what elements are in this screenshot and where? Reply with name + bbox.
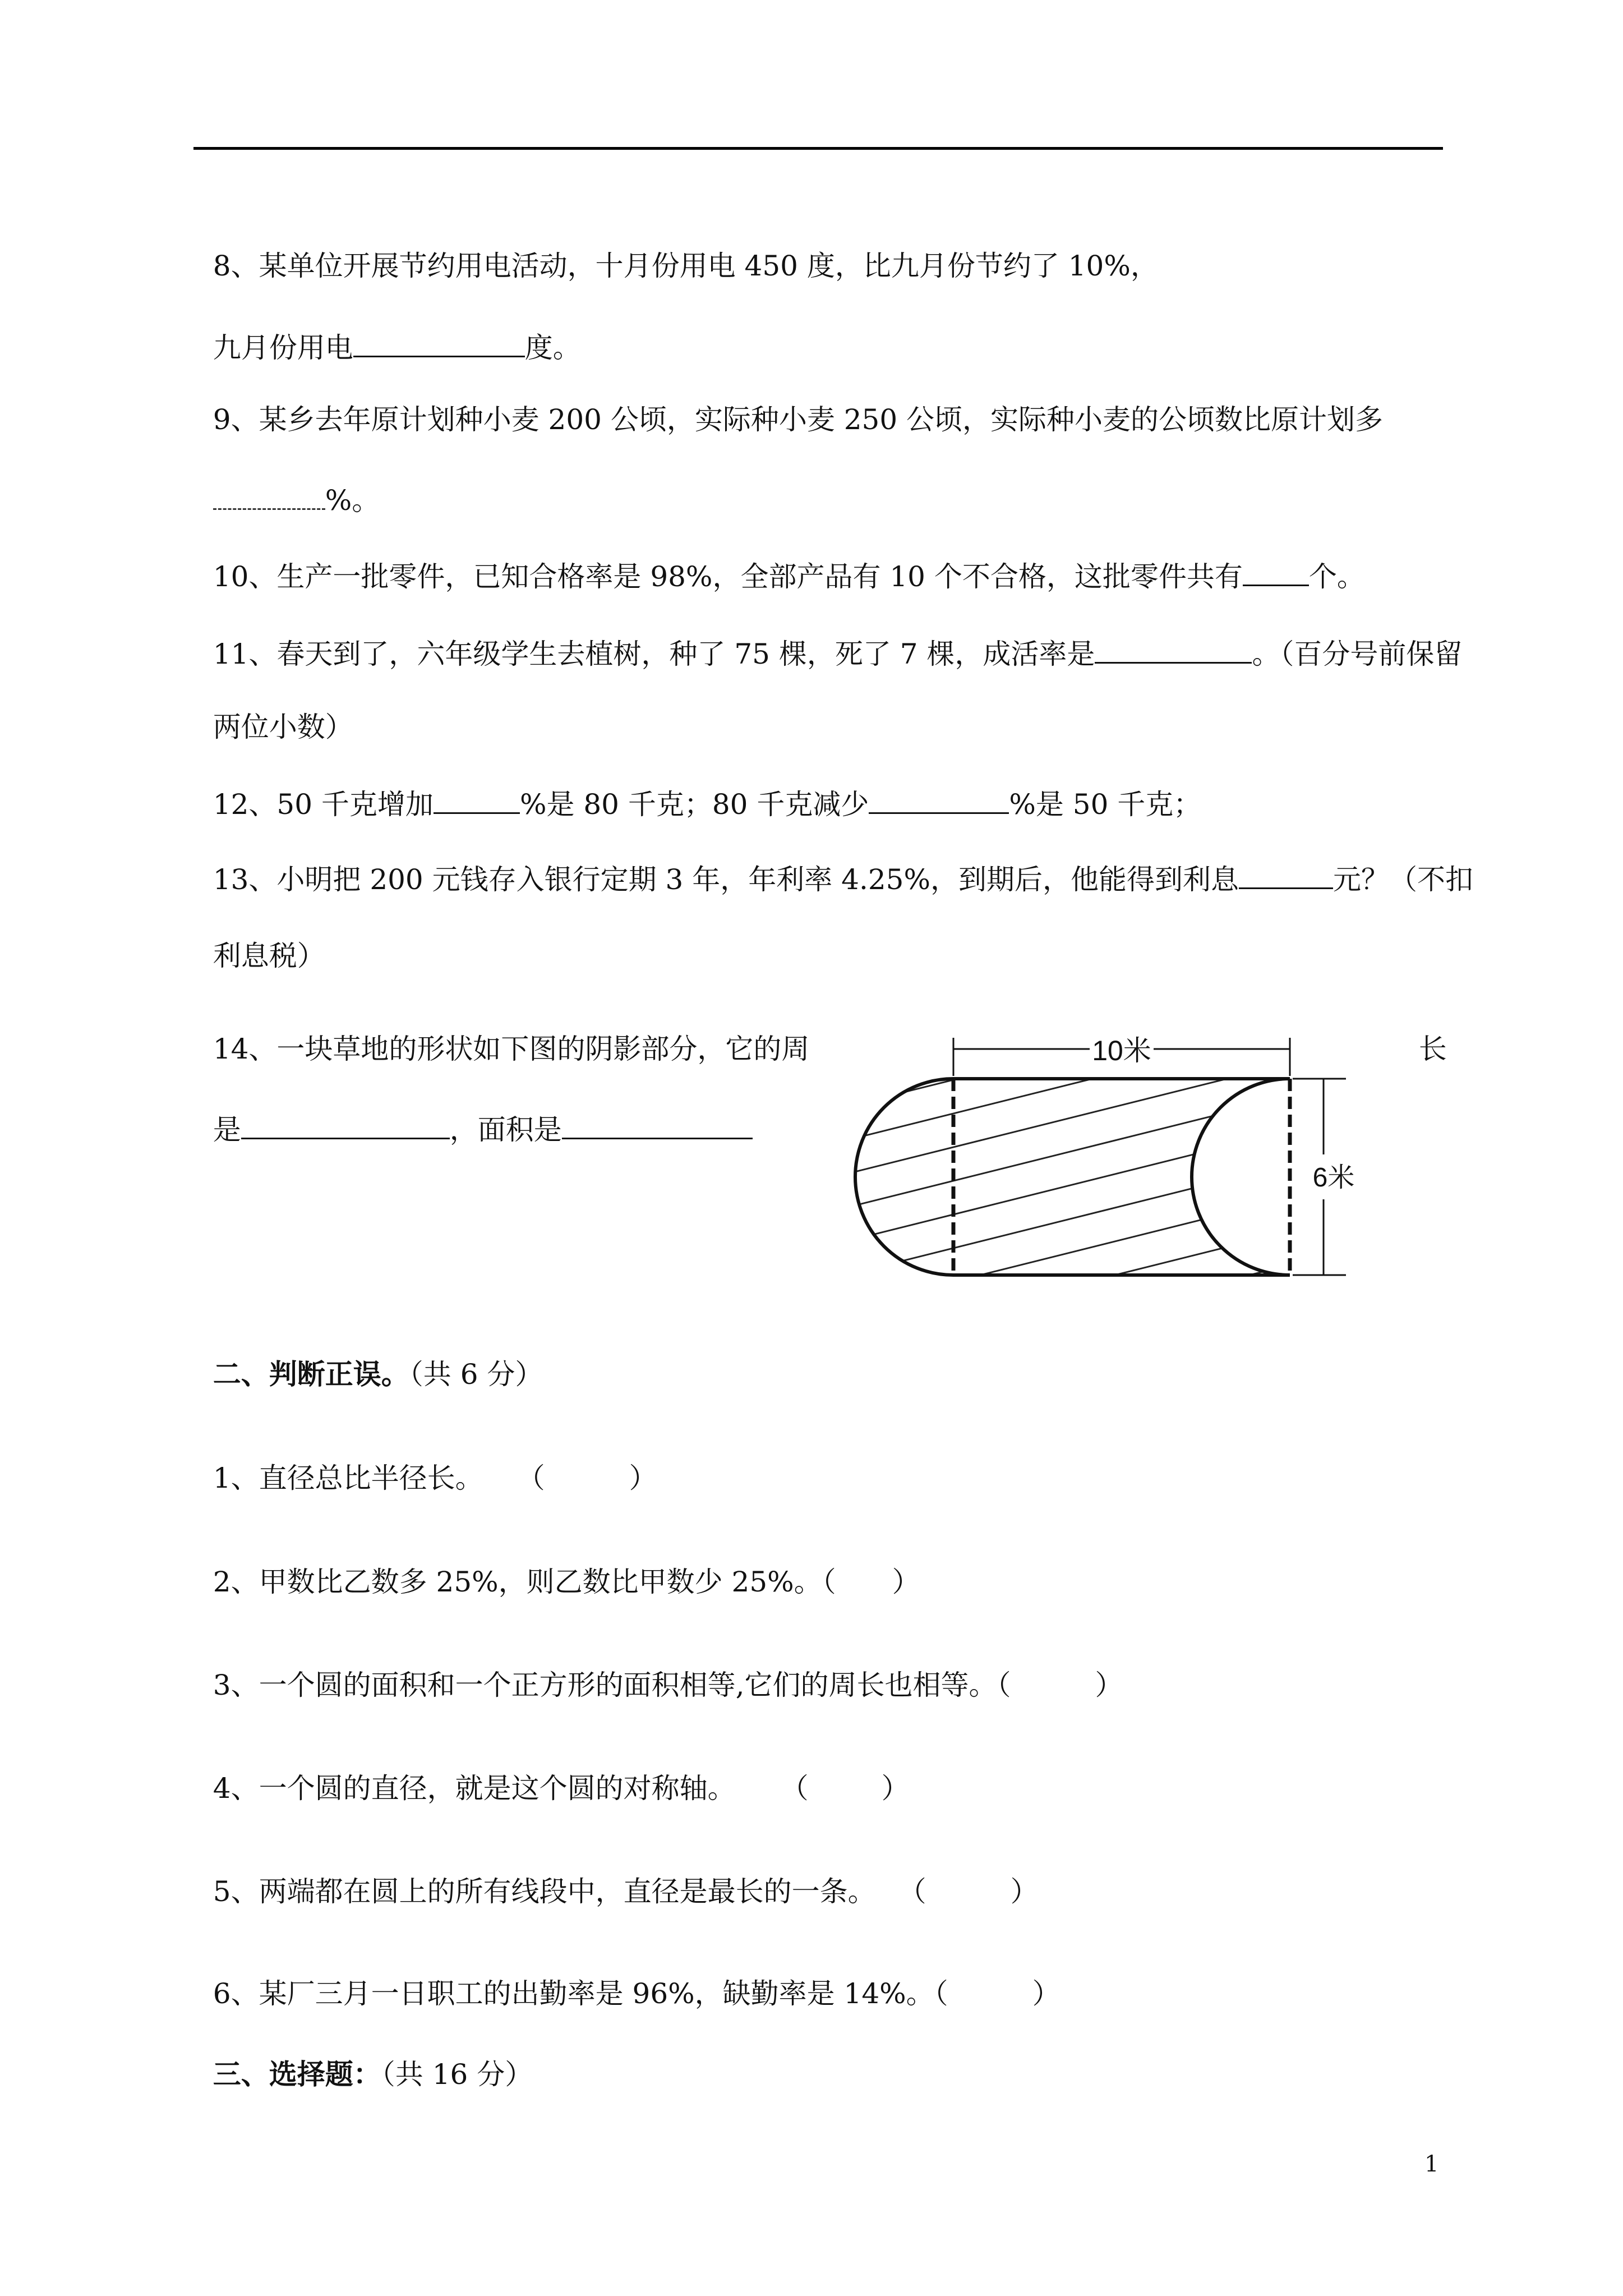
judge-item-3 (195, 1635, 1123, 1702)
judge-item-5-paren-close: ） (1010, 1875, 1039, 1908)
section-3-score: （共 16 分） (381, 2058, 533, 2091)
question-8-line-1 (195, 215, 1159, 283)
answer-blank-q11[interactable] (1095, 635, 1252, 664)
question-8-text: 8、某单位开展节约用电活动，十月份用电 450 度，比九月份节约了 10%， (213, 250, 1159, 282)
judge-item-2 (195, 1531, 920, 1599)
question-13-note: 利息税） (213, 940, 325, 972)
answer-blank-q14-perimeter[interactable] (241, 1111, 450, 1139)
judge-item-3-paren-close: ） (1095, 1669, 1123, 1701)
judge-item-4 (195, 1738, 910, 1805)
question-8-prefix: 九月份用电 (213, 332, 353, 364)
question-13-line-1 (195, 827, 1473, 896)
section-3-title: 三、选择题： (213, 2058, 381, 2091)
question-10-suffix: 个。 (1308, 560, 1365, 593)
left-semicircle (855, 1079, 953, 1275)
question-11-text: 11、春天到了，六年级学生去植树，种了 75 棵，死了 7 棵，成活率是 (213, 638, 1095, 670)
question-11-note: 两位小数） (213, 711, 353, 743)
width-label: 10米 (1092, 1035, 1151, 1066)
judge-item-6-text: 6、某厂三月一日职工的出勤率是 96%，缺勤率是 14%。 (213, 1977, 934, 2010)
question-14-middle: ，面积是 (449, 1114, 562, 1146)
judge-item-5 (195, 1841, 1039, 1908)
question-14-line-1 (195, 999, 809, 1066)
rectangle-edges (953, 1079, 1290, 1275)
answer-blank-q10[interactable] (1243, 558, 1309, 586)
question-14-line-1-end (1401, 999, 1447, 1066)
judge-item-1-paren-open: （ (517, 1462, 545, 1494)
judge-item-1-paren-close: ） (629, 1462, 657, 1494)
question-14-text-end: 长 (1418, 1033, 1447, 1065)
section-2-score: （共 6 分） (409, 1358, 543, 1391)
section-2-title: 二、判断正误。 (213, 1358, 409, 1391)
question-12-part-3: %是 50 千克； (1009, 788, 1202, 821)
question-12-line (195, 752, 1201, 821)
right-semicircle (1192, 1079, 1290, 1275)
answer-blank-q13[interactable] (1239, 861, 1333, 889)
question-10-line (195, 524, 1365, 593)
question-12-part-1: 12、50 千克增加 (213, 788, 434, 821)
judge-item-2-text: 2、甲数比乙数多 25%，则乙数比甲数少 25%。 (213, 1566, 822, 1598)
question-8-suffix: 度。 (524, 332, 581, 364)
question-11-line-2 (195, 677, 353, 744)
question-13-text: 13、小明把 200 元钱存入银行定期 3 年，年利率 4.25%，到期后，他能得到利息 (213, 863, 1239, 896)
judge-item-4-paren-open: （ (780, 1772, 809, 1805)
judge-item-6-paren-open: （ (934, 1977, 948, 2010)
judge-item-1-text: 1、直径总比半径长。 (213, 1462, 483, 1494)
answer-blank-q12-b[interactable] (869, 785, 1009, 814)
question-12-part-2: %是 80 千克；80 千克减少 (519, 788, 869, 821)
question-8-line-2 (195, 295, 581, 365)
question-9-line-2 (195, 448, 380, 517)
question-9-text: 9、某乡去年原计划种小麦 200 公顷，实际种小麦 250 公顷，实际种小麦的公顷数比原计划多 (213, 403, 1384, 436)
question-9-suffix: %。 (325, 484, 380, 517)
answer-blank-q9[interactable] (213, 481, 325, 510)
judge-item-4-paren-close: ） (881, 1772, 910, 1805)
page-number: 1 (1424, 2151, 1439, 2177)
section-3-heading (195, 2024, 533, 2091)
question-9-line-1 (195, 369, 1383, 436)
answer-blank-q12-a[interactable] (434, 785, 520, 814)
judge-item-4-text: 4、一个圆的直径，就是这个圆的对称轴。 (213, 1772, 736, 1805)
judge-item-6 (195, 1943, 1061, 2010)
judge-item-3-text: 3、一个圆的面积和一个正方形的面积相等,它们的周长也相等。 (213, 1669, 997, 1701)
judge-item-1 (195, 1428, 657, 1495)
question-13-line-2 (195, 905, 325, 973)
judge-item-6-paren-close: ） (1032, 1977, 1061, 2010)
judge-item-2-paren-close: ） (892, 1566, 920, 1598)
lawn-shape-figure (852, 1004, 1357, 1285)
question-10-text: 10、生产一批零件，已知合格率是 98%，全部产品有 10 个不合格，这批零件共有 (213, 560, 1243, 593)
section-2-heading (195, 1324, 543, 1391)
question-13-suffix: 元？（不扣 (1332, 863, 1473, 896)
judge-item-3-paren-open: （ (997, 1669, 1011, 1701)
answer-blank-q14-area[interactable] (562, 1111, 753, 1139)
judge-item-5-text: 5、两端都在圆上的所有线段中，直径是最长的一条。 (213, 1875, 876, 1908)
height-label: 6米 (1312, 1163, 1355, 1193)
header-rule (193, 147, 1443, 150)
question-11-suffix: 。（百分号前保留 (1252, 638, 1463, 670)
question-14-text: 14、一块草地的形状如下图的阴影部分，它的周 (213, 1033, 810, 1065)
judge-item-2-paren-open: （ (822, 1566, 836, 1598)
judge-item-5-paren-open: （ (898, 1875, 926, 1908)
answer-blank-q8[interactable] (353, 329, 525, 357)
question-14-prefix: 是 (213, 1114, 241, 1146)
question-14-line-2 (195, 1077, 753, 1147)
question-11-line-1 (195, 601, 1462, 671)
